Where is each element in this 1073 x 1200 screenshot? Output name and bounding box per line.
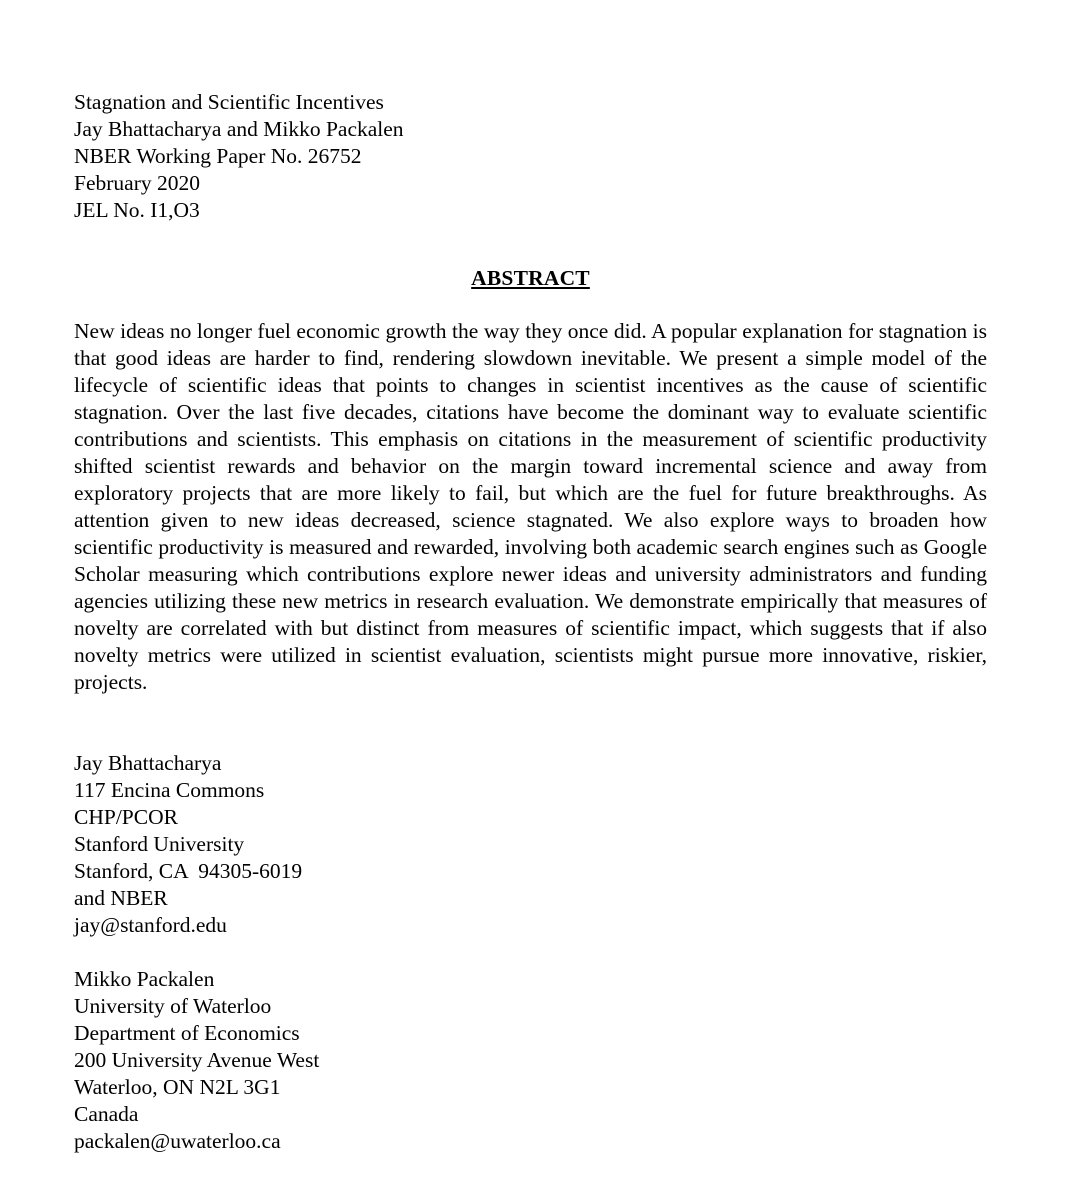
jel-codes: JEL No. I1,O3 [74,198,200,222]
author-email: jay@stanford.edu [74,913,227,937]
address-line: Stanford, CA 94305-6019 [74,859,303,883]
author-email: packalen@uwaterloo.ca [74,1129,281,1153]
author-address-1 [74,750,987,939]
abstract-body: New ideas no longer fuel economic growth the way they once did. A popular explanation for stagnation is that good ideas are harder to find, rendering slowdown inevitable. We present a simple model of the lifecycle of scientific ideas that points to changes in scientist incentives as the cause of scientific stagnation. Over the last five decades, citations have become the dominant way to evaluate scientific contributions and scientists. This emphasis on citations in the measurement of scientific productivity shifted scientist rewards and behavior on the margin toward incremental science and away from exploratory projects that are more likely to fail, but which are the fuel for future breakthroughs. As attention given to new ideas decreased, science stagnated. We also explore ways to broaden how scientific productivity is measured and rewarded, involving both academic search engines such as Google Scholar measuring which contributions explore newer ideas and university administrators and funding agencies utilizing these new metrics in research evaluation. We demonstrate empirically that measures of novelty are correlated with but distinct from measures of scientific impact, which suggests that if also novelty metrics were utilized in scientist evaluation, scientists might pursue more innovative, riskier, projects. [74,319,987,694]
address-line: Waterloo, ON N2L 3G1 [74,1075,281,1099]
address-line: 117 Encina Commons [74,778,265,802]
author-name: Mikko Packalen [74,967,215,991]
address-line: Stanford University [74,832,245,856]
address-line: Canada [74,1102,139,1126]
paper-page [74,89,987,1155]
publication-date: February 2020 [74,171,200,195]
address-line: and NBER [74,886,168,910]
paper-authors: Jay Bhattacharya and Mikko Packalen [74,117,404,141]
address-line: 200 University Avenue West [74,1048,320,1072]
paper-title: Stagnation and Scientific Incentives [74,90,384,114]
paper-header [74,89,987,224]
address-line: CHP/PCOR [74,805,178,829]
author-name: Jay Bhattacharya [74,751,222,775]
address-line: Department of Economics [74,1021,300,1045]
abstract-heading: ABSTRACT [471,266,590,290]
author-address-2 [74,966,987,1155]
address-line: University of Waterloo [74,994,272,1018]
working-paper-number: NBER Working Paper No. 26752 [74,144,362,168]
